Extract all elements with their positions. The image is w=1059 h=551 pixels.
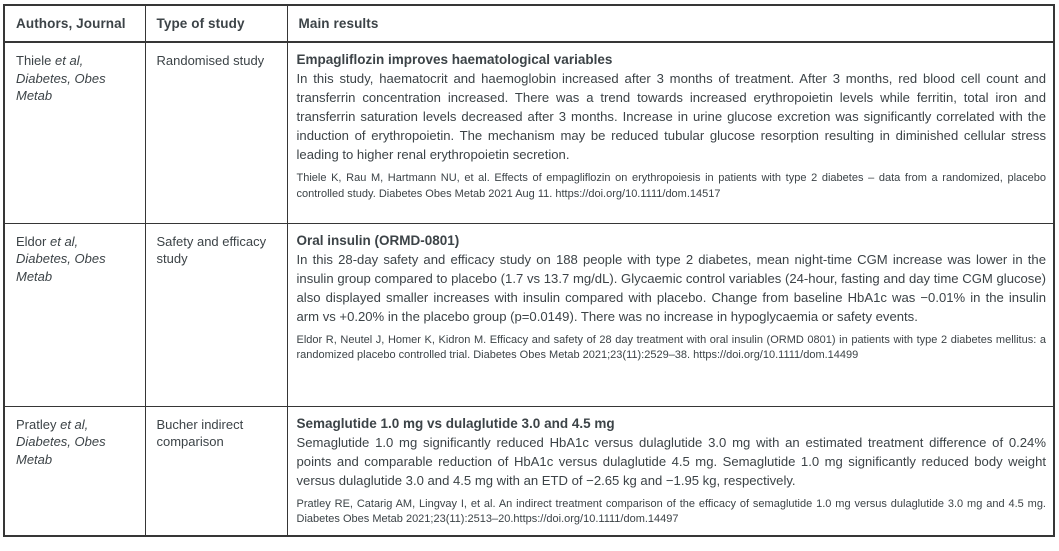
authors-journal-cell bbox=[4, 406, 145, 536]
column-header-type-of-study: Type of study bbox=[145, 5, 287, 42]
column-header-main-results: Main results bbox=[287, 5, 1054, 42]
result-title: Oral insulin (ORMD-0801) bbox=[296, 232, 460, 248]
journal-digest-table bbox=[3, 4, 1055, 537]
main-results-cell bbox=[287, 42, 1054, 223]
journal-name: Diabetes, Obes Metab bbox=[16, 70, 106, 103]
author-name: Eldor bbox=[16, 233, 47, 249]
result-title: Semaglutide 1.0 mg vs dulaglutide 3.0 and 4.5 mg bbox=[296, 415, 615, 431]
et-al: et al, bbox=[49, 233, 79, 249]
table-row bbox=[4, 223, 1054, 406]
result-summary: Semaglutide 1.0 mg significantly reduced HbA1c versus dulaglutide 3.0 mg with an estimated treatment difference of 0.24% points and comparable reduction of HbA1c versus dulaglutide 4.5 mg. Semaglutide 1.0 mg significantly reduced body weight versus dulaglutide 3.0 and 4.5 mg with an ETD of −2.65 kg and −1.95 kg, respectively. bbox=[296, 434, 1046, 488]
authors-journal-cell bbox=[4, 42, 145, 223]
main-results-cell bbox=[287, 223, 1054, 406]
study-type-label: Bucher indirect comparison bbox=[156, 416, 244, 449]
table-row bbox=[4, 42, 1054, 223]
et-al: et al, bbox=[55, 53, 84, 68]
citation: Pratley RE, Catarig AM, Lingvay I, et al. An indirect treatment comparison of the efficacy of semaglutide 1.0 mg versus dulaglutide 3.0 mg and 4.5 mg. Diabetes Obes Metab 2021;23(11):2513–20.https://doi.org/10.1111/dom.14497 bbox=[296, 497, 1046, 525]
journal-name: Diabetes, Obes Metab bbox=[16, 434, 106, 467]
study-type-cell bbox=[145, 223, 287, 406]
header-row bbox=[4, 5, 1054, 42]
study-type-label: Randomised study bbox=[156, 53, 265, 68]
study-type-label: Safety and efficacy study bbox=[156, 233, 267, 266]
citation: Thiele K, Rau M, Hartmann NU, et al. Effects of empagliflozin on erythropoiesis in patients with type 2 diabetes – data from a randomized, placebo controlled study. Diabetes Obes Metab 2021 Aug 11. https://doi.org/10.1111/dom.14517 bbox=[296, 172, 1046, 200]
et-al: et al, bbox=[60, 416, 89, 432]
author-name: Thiele bbox=[16, 53, 52, 68]
journal-name: Diabetes, Obes Metab bbox=[16, 251, 106, 284]
main-results-cell bbox=[287, 406, 1054, 536]
column-header-authors-journal: Authors, Journal bbox=[4, 5, 145, 42]
result-title: Empagliflozin improves haematological variables bbox=[296, 52, 613, 67]
study-type-cell bbox=[145, 406, 287, 536]
result-summary: In this 28-day safety and efficacy study on 188 people with type 2 diabetes, mean night-time CGM increase was lower in the insulin group compared to placebo (1.7 vs 13.7 mg/dL). Glycaemic control variables (24-hour, fasting and day time CGM glucose) also displayed smaller increases with insulin compared with placebo. Change from baseline HbA1c was −0.01% in the insulin arm vs +0.20% in the placebo group (p=0.0149). There was no increase in hypoglycaemia or safety events. bbox=[296, 251, 1046, 324]
study-type-cell bbox=[145, 42, 287, 223]
table-row bbox=[4, 406, 1054, 536]
result-summary: In this study, haematocrit and haemoglobin increased after 3 months of treatment. After 3 months, red blood cell count and transferrin concentration increased. There was a trend towards increased erythropoietin levels while ferritin, total iron and transferrin saturation levels decreased after 3 months. Increase in urine glucose excretion was significantly correlated with the induction of erythropoietin. The mechanism may be reduced tubular glucose resorption resulting in diminished cellular stress leading to higher renal erythropoietin secretion. bbox=[296, 71, 1046, 162]
citation: Eldor R, Neutel J, Homer K, Kidron M. Efficacy and safety of 28 day treatment with oral insulin (ORMD 0801) in patients with type 2 diabetes mellitus: a randomized placebo controlled trial. Diabetes Obes Metab 2021;23(11):2529–38. https://doi.org/10.1111/dom.14499 bbox=[296, 333, 1046, 361]
author-name: Pratley bbox=[16, 416, 57, 432]
authors-journal-cell bbox=[4, 223, 145, 406]
